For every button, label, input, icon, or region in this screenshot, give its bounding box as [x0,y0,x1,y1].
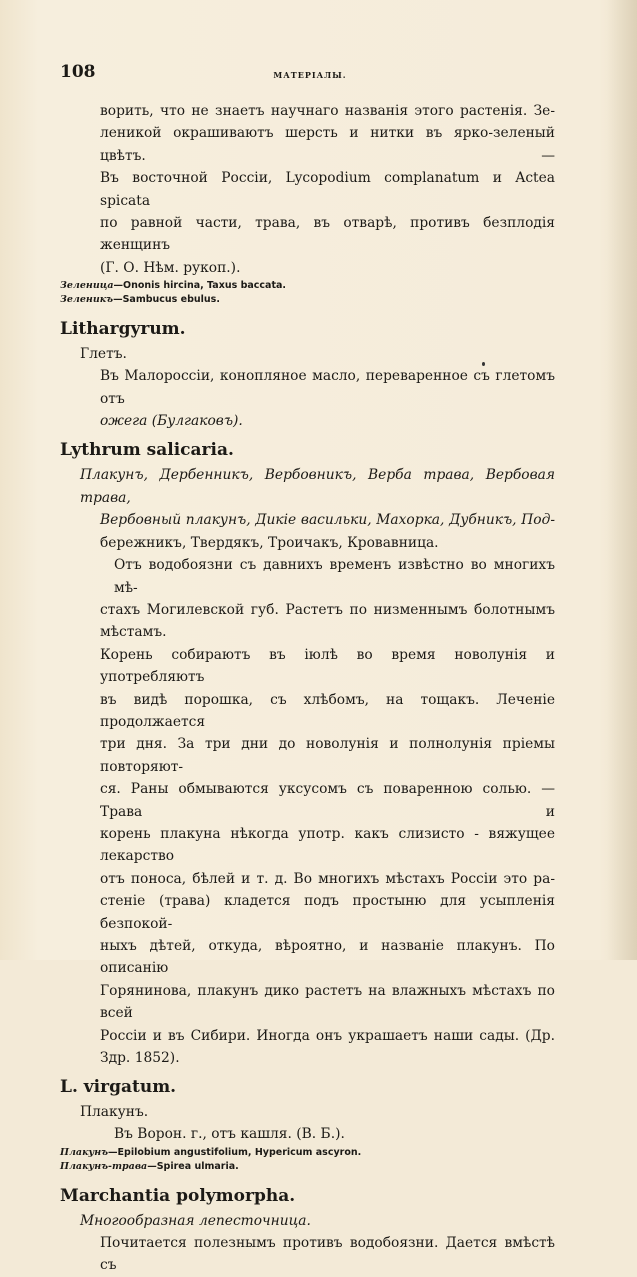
cross-reference [60,1146,555,1160]
page-number: 108 [60,62,96,82]
entry-title: Marchantia polymorpha. [60,1185,296,1206]
text-line: въ видѣ порошка, съ хлѣбомъ, на тощакъ. Леченіе продолжается [100,691,555,730]
text-line: Корень собираютъ въ іюлѣ во время новолунія и употребляютъ [100,646,555,686]
text-line: Отъ водобоязни съ давнихъ временъ извѣстно во многихъ мѣ- [114,557,555,596]
text-body [60,100,555,1277]
vernacular-names-line: бережникъ, Твердякъ, Троичакъ, Кровавница. [100,534,439,551]
entry-title: Lythrum salicaria. [60,440,234,461]
ref-term: Плакунъ [60,1146,109,1158]
text-line: корень плакуна нѣкогда употр. какъ слизисто - вяжущее лекарство [100,825,555,865]
text-line: Здр. 1852). [100,1050,180,1067]
entry-title: Lithargyrum. [60,319,186,340]
vernacular-names-line: Вербовный плакунъ, Дикіе васильки, Махорка, Дубникъ, Под- [100,512,555,529]
text-line: три дня. За три дни до новолунія и полнолунія пріемы повторяют- [100,736,555,775]
page-header [60,62,560,82]
text-line: леникой окрашиваютъ шерсть и нитки въ ярко-зеленый цвѣтъ. — [100,125,555,164]
cross-reference [60,1160,555,1174]
text-line: Россіи и въ Сибири. Иногда онъ украшаетъ наши сады. (Др. [100,1027,555,1044]
ref-text: —Sambucus ebulus. [113,294,220,306]
text-line: ся. Раны обмываются уксусомъ съ поваренною солью. — Трава и [100,781,555,820]
text-line: стеніе (трава) кладется подъ простыню для усыпленія безпокой- [100,893,555,932]
entry-title: L. virgatum. [60,1077,177,1098]
text-line: отъ поноса, бѣлей и т. д. Во многихъ мѣстахъ Россіи это ра- [100,870,555,887]
running-title: МАТЕРІАЛЫ. [273,70,347,80]
ref-text: —Ononis hircina, Taxus baccata. [113,280,287,292]
entry-subtitle: Глетъ. [80,346,127,363]
entry-subtitle: Многообразная лепесточница. [80,1212,311,1229]
entry-subtitle: Плакунъ. [80,1104,149,1121]
text-line: по равной части, трава, въ отварѣ, противъ безплодія женщинъ [100,215,555,254]
cross-reference [60,279,555,293]
text-line: ныхъ дѣтей, откуда, вѣроятно, и названіе плакунъ. По описанію [100,938,555,977]
vernacular-names-line: Плакунъ, Дербенникъ, Вербовникъ, Верба трава, Вербовая трава, [80,467,555,506]
text-line: стахъ Могилевской губ. Растетъ по низменнымъ болотнымъ мѣстамъ. [100,601,555,641]
ref-text: —Spirea ulmaria. [147,1160,239,1172]
ref-term: Плакунъ-трава [60,1160,148,1172]
cross-reference [60,293,555,307]
text-line: Почитается полезнымъ противъ водобоязни. Дается вмѣстѣ съ [100,1234,555,1274]
ref-term: Зеленикъ [60,294,114,306]
text-line: Въ Малороссіи, конопляное масло, переваренное съ глетомъ отъ [100,368,555,407]
ref-term: Зеленица [60,280,114,292]
ref-text: —Epilobium angustifolium, Hypericum ascyron. [108,1146,362,1158]
text-line: ожега (Булгаковъ). [100,413,243,430]
text-line: (Г. О. Нѣм. рукоп.). [100,259,241,276]
text-line: Въ Ворон. г., отъ кашля. (В. Б.). [114,1126,345,1143]
page-gutter-shadow [607,0,637,960]
text-line: ворить, что не знаетъ научнаго названія этого растенія. Зе- [100,103,555,119]
text-line: Въ восточной Россіи, Lycopodium complanatum и Actea spicata [100,170,555,209]
text-line: Горянинова, плакунъ дико растетъ на влажныхъ мѣстахъ по всей [100,982,555,1022]
